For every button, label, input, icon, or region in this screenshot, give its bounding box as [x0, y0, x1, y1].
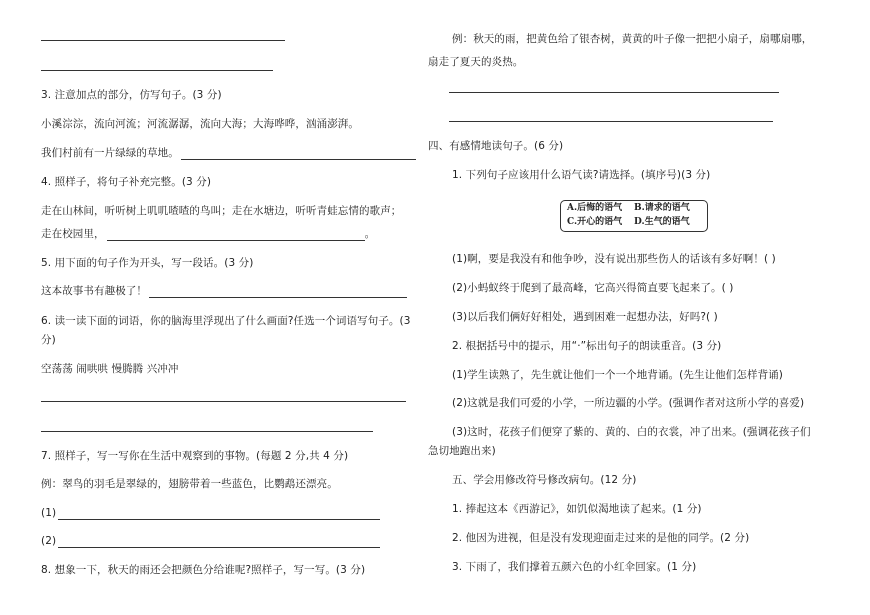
question-4-line-2 [41, 227, 375, 241]
question-5-title: 5. 用下面的句子作为开头，写一段话。(3 分) [41, 257, 254, 269]
choice-d: D.生气的语气 [634, 217, 690, 227]
section-4-question-1-item-3[interactable]: (3)以后我们俩好好相处，遇到困难一起想办法，好吗?( ) [452, 311, 718, 323]
choice-box [560, 200, 708, 232]
answer-line[interactable] [58, 508, 380, 520]
question-4-suffix: 。 [364, 228, 376, 240]
question-8-title: 8. 想象一下，秋天的雨还会把颜色分给谁呢?照样子，写一写。(3 分) [41, 564, 366, 576]
question-6-title: 6. 读一读下面的词语，你的脑海里浮现出了什么画面?任选一个词语写句子。(3 [41, 315, 411, 327]
section-4-question-1-title: 1. 下列句子应该用什么语气读?请选择。(填序号)(3 分) [452, 169, 711, 181]
question-3-prompt-text: 我们村前有一片绿绿的草地。 [41, 147, 179, 159]
section-5-item-3: 3. 下雨了，我们撑着五颜六色的小红伞回家。(1 分) [452, 561, 697, 573]
answer-line[interactable] [41, 40, 285, 41]
choice-b: B.请求的语气 [634, 203, 690, 213]
section-4-question-2-item-2: (2)这就是我们可爱的小学，一所边疆的小学。(强调作者对这所小学的喜爱) [452, 397, 805, 409]
section-4-question-2-title: 2. 根据括号中的提示，用“·”标出句子的朗读重音。(3 分) [452, 340, 722, 352]
section-4-question-2-item-3-cont: 急切地跑出来) [428, 445, 496, 457]
answer-line[interactable] [41, 70, 273, 71]
question-4-line-1: 走在山林间，听听树上叽叽喳喳的鸟叫；走在水塘边，听听青蛙忘情的歌声； [41, 205, 402, 217]
section-5-item-1: 1. 捧起这本《西游记》，如饥似渴地读了起来。(1 分) [452, 503, 702, 515]
item-number: (1) [41, 507, 57, 519]
section-4-question-1-item-1[interactable]: (1)啊，要是我没有和他争吵，没有说出那些伤人的话该有多好啊！( ) [452, 253, 776, 265]
question-6-words: 空荡荡 闹哄哄 慢腾腾 兴冲冲 [41, 363, 179, 375]
question-3-title: 3. 注意加点的部分，仿写句子。(3 分) [41, 89, 222, 101]
question-3-example: 小溪淙淙，流向河流；河流潺潺，流向大海；大海哗哗，汹涌澎湃。 [41, 118, 359, 130]
section-4-question-1-item-2[interactable]: (2)小蚂蚁终于爬到了最高峰，它高兴得简直要飞起来了。( ) [452, 282, 734, 294]
choice-c: C.开心的语气 [567, 217, 623, 227]
item-number: (2) [41, 535, 57, 547]
answer-line[interactable] [107, 229, 365, 241]
question-8-example-1: 例：秋天的雨，把黄色给了银杏树，黄黄的叶子像一把把小扇子，扇哪扇哪， [452, 33, 813, 45]
question-7-item-1 [41, 506, 380, 520]
question-4-title: 4. 照样子，将句子补充完整。(3 分) [41, 176, 212, 188]
question-3-prompt [41, 146, 416, 160]
question-5-prompt [41, 284, 407, 298]
answer-line[interactable] [181, 148, 416, 160]
section-4-question-2-item-1: (1)学生读熟了，先生就让他们一个一个地背诵。(先生让他们怎样背诵) [452, 369, 783, 381]
answer-line[interactable] [41, 401, 406, 402]
answer-line[interactable] [41, 431, 373, 432]
answer-line[interactable] [149, 286, 407, 298]
section-4-title: 四、有感情地读句子。(6 分) [428, 140, 564, 152]
question-7-title: 7. 照样子，写一写你在生活中观察到的事物。(每题 2 分,共 4 分) [41, 450, 349, 462]
section-5-title: 五、学会用修改符号修改病句。(12 分) [452, 474, 637, 486]
question-8-example-2: 扇走了夏天的炎热。 [428, 56, 524, 68]
question-6-title-cont: 分) [41, 334, 56, 346]
section-4-question-2-item-3: (3)这时，花孩子们便穿了紫的、黄的、白的衣裳，冲了出来。(强调花孩子们 [452, 426, 811, 438]
choice-a: A.后悔的语气 [567, 203, 623, 213]
section-5-item-2: 2. 他因为进视，但是没有发现迎面走过来的是他的同学。(2 分) [452, 532, 750, 544]
question-7-example: 例：翠鸟的羽毛是翠绿的，翅膀带着一些蓝色，比鹦鹉还漂亮。 [41, 478, 338, 490]
answer-line[interactable] [449, 121, 773, 122]
question-4-prefix: 走在校园里， [41, 228, 105, 240]
question-7-item-2 [41, 534, 380, 548]
question-5-prompt-text: 这本故事书有趣极了！ [41, 285, 147, 297]
answer-line[interactable] [449, 92, 779, 93]
answer-line[interactable] [58, 536, 380, 548]
